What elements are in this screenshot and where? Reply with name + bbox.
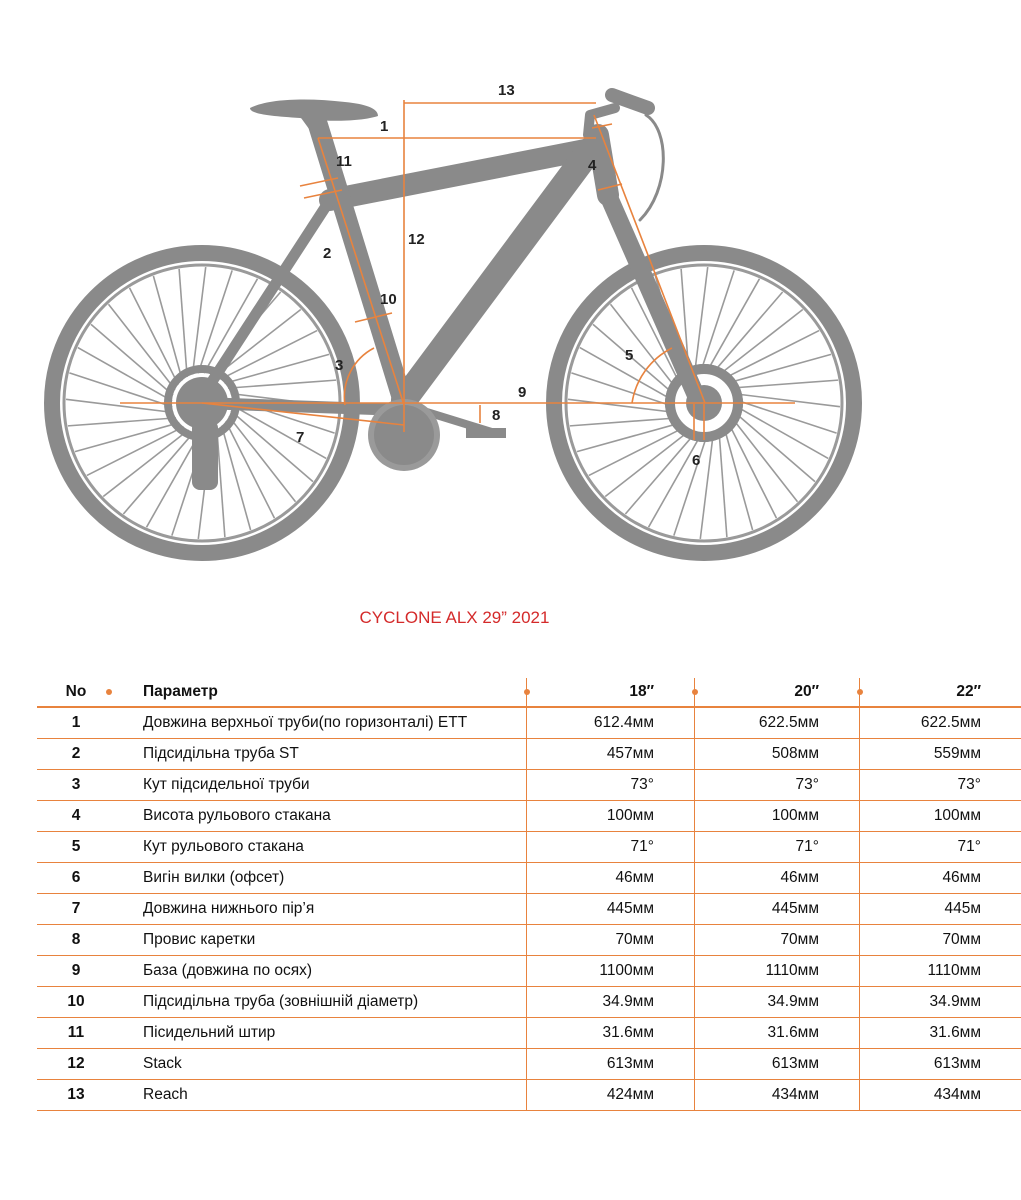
table-row <box>37 863 1021 894</box>
row-parameter: Пісидельний штир <box>115 1018 527 1049</box>
table-row <box>37 1080 1021 1111</box>
row-value-18: 100мм <box>527 801 695 832</box>
row-value-18: 31.6мм <box>527 1018 695 1049</box>
row-value-18: 70мм <box>527 925 695 956</box>
table-row <box>37 894 1021 925</box>
label-6: 6 <box>692 452 701 469</box>
row-value-22: 622.5мм <box>860 707 1021 739</box>
row-value-22: 31.6мм <box>860 1018 1021 1049</box>
bike-geometry-diagram <box>0 0 909 600</box>
row-value-20: 34.9мм <box>695 987 860 1018</box>
row-value-22: 1110мм <box>860 956 1021 987</box>
row-number: 10 <box>37 987 115 1018</box>
row-parameter: Провис каретки <box>115 925 527 956</box>
row-value-20: 434мм <box>695 1080 860 1111</box>
label-3: 3 <box>335 357 344 374</box>
header-param: Параметр <box>115 678 527 707</box>
table-row <box>37 987 1021 1018</box>
row-value-20: 70мм <box>695 925 860 956</box>
row-value-18: 73° <box>527 770 695 801</box>
row-value-18: 71° <box>527 832 695 863</box>
table-header-row <box>37 678 1021 707</box>
table-row <box>37 1018 1021 1049</box>
label-1: 1 <box>380 118 389 135</box>
row-number: 13 <box>37 1080 115 1111</box>
row-value-22: 613мм <box>860 1049 1021 1080</box>
row-value-22: 100мм <box>860 801 1021 832</box>
row-number: 8 <box>37 925 115 956</box>
row-value-20: 100мм <box>695 801 860 832</box>
row-value-18: 457мм <box>527 739 695 770</box>
row-number: 7 <box>37 894 115 925</box>
row-value-18: 46мм <box>527 863 695 894</box>
label-10: 10 <box>380 291 397 308</box>
row-value-20: 508мм <box>695 739 860 770</box>
row-parameter: Stack <box>115 1049 527 1080</box>
row-value-22: 46мм <box>860 863 1021 894</box>
table-row <box>37 770 1021 801</box>
model-title: CYCLONE ALX 29” 2021 <box>359 608 550 627</box>
row-value-18: 424мм <box>527 1080 695 1111</box>
row-value-18: 613мм <box>527 1049 695 1080</box>
row-number: 3 <box>37 770 115 801</box>
row-value-20: 1110мм <box>695 956 860 987</box>
label-8: 8 <box>492 407 501 424</box>
row-value-22: 445м <box>860 894 1021 925</box>
row-parameter: Підсидільна труба (зовнішній діаметр) <box>115 987 527 1018</box>
row-value-20: 71° <box>695 832 860 863</box>
row-value-22: 71° <box>860 832 1021 863</box>
label-2: 2 <box>323 245 332 262</box>
row-value-22: 34.9мм <box>860 987 1021 1018</box>
table-row <box>37 801 1021 832</box>
row-number: 12 <box>37 1049 115 1080</box>
table-row <box>37 739 1021 770</box>
row-value-22: 73° <box>860 770 1021 801</box>
row-value-20: 31.6мм <box>695 1018 860 1049</box>
row-number: 11 <box>37 1018 115 1049</box>
label-11: 11 <box>336 153 352 170</box>
row-parameter: Довжина нижнього пір’я <box>115 894 527 925</box>
row-value-18: 445мм <box>527 894 695 925</box>
row-value-18: 1100мм <box>527 956 695 987</box>
row-value-18: 34.9мм <box>527 987 695 1018</box>
row-number: 6 <box>37 863 115 894</box>
geometry-table <box>37 678 1021 1111</box>
row-value-20: 73° <box>695 770 860 801</box>
row-number: 2 <box>37 739 115 770</box>
row-value-20: 613мм <box>695 1049 860 1080</box>
table-row <box>37 832 1021 863</box>
table-row <box>37 956 1021 987</box>
table-row <box>37 925 1021 956</box>
row-value-18: 612.4мм <box>527 707 695 739</box>
row-number: 5 <box>37 832 115 863</box>
row-parameter: Вигін вилки (офсет) <box>115 863 527 894</box>
row-value-20: 622.5мм <box>695 707 860 739</box>
row-parameter: Кут рульового стакана <box>115 832 527 863</box>
row-parameter: Reach <box>115 1080 527 1111</box>
row-parameter: Кут підсидельної труби <box>115 770 527 801</box>
label-7: 7 <box>296 429 305 446</box>
row-value-22: 559мм <box>860 739 1021 770</box>
label-4: 4 <box>588 157 597 174</box>
saddle <box>250 100 378 121</box>
header-size-20: 20″ <box>695 678 860 707</box>
row-number: 1 <box>37 707 115 739</box>
table-row <box>37 707 1021 739</box>
header-size-22: 22″ <box>860 678 1021 707</box>
label-12: 12 <box>408 231 425 248</box>
label-5: 5 <box>625 347 634 364</box>
table-row <box>37 1049 1021 1080</box>
row-parameter: Довжина верхньої труби(по горизонталі) ETT <box>115 707 527 739</box>
label-9: 9 <box>518 384 527 401</box>
row-parameter: Підсидільна труба ST <box>115 739 527 770</box>
label-13: 13 <box>498 82 515 99</box>
row-value-22: 434мм <box>860 1080 1021 1111</box>
header-size-18: 18″ <box>527 678 695 707</box>
row-value-22: 70мм <box>860 925 1021 956</box>
row-number: 9 <box>37 956 115 987</box>
row-parameter: Висота рульового стакана <box>115 801 527 832</box>
row-number: 4 <box>37 801 115 832</box>
crankset <box>368 399 506 471</box>
header-no: No <box>37 678 115 707</box>
row-value-20: 46мм <box>695 863 860 894</box>
row-parameter: База (довжина по осях) <box>115 956 527 987</box>
row-value-20: 445мм <box>695 894 860 925</box>
